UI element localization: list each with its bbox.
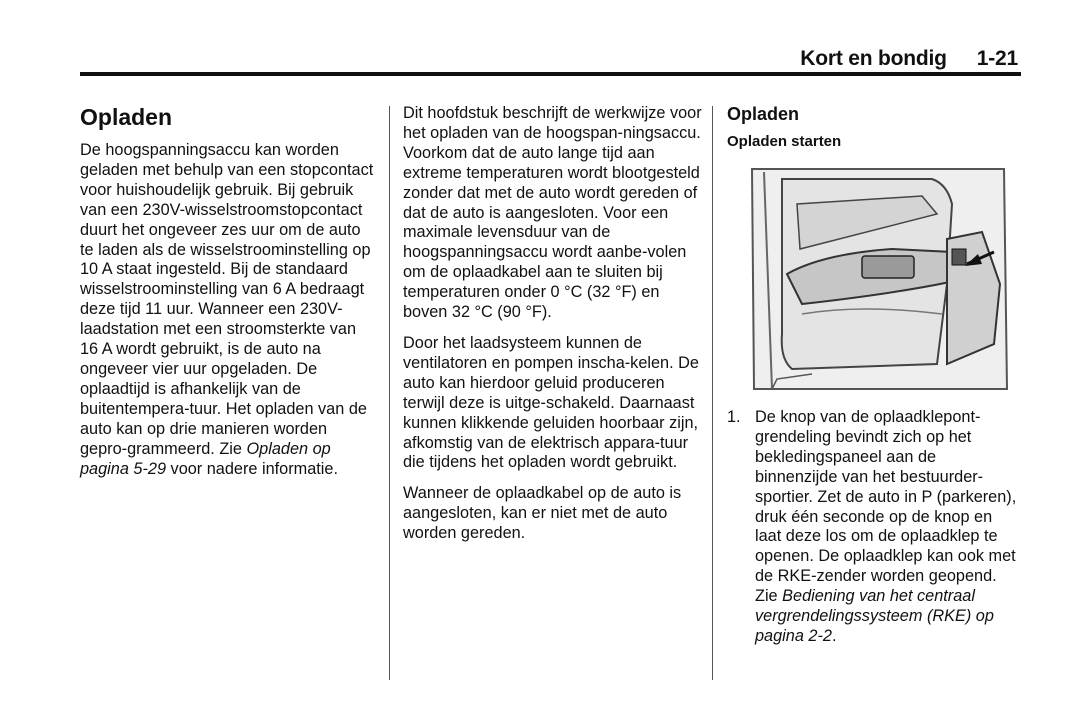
column-divider — [712, 106, 713, 680]
sub-subsection-heading: Opladen starten — [727, 133, 842, 150]
body-paragraph: Wanneer de oplaadkabel op de auto is aangesloten, kan er niet met de auto worden gereden. — [403, 484, 682, 543]
header-rule — [80, 72, 1021, 76]
section-title: Kort en bondig — [800, 47, 947, 70]
right-column — [727, 104, 1021, 647]
section-heading: Opladen — [80, 104, 173, 130]
step-item — [727, 408, 1021, 647]
body-paragraph: Dit hoofdstuk beschrijft de werkwijze voor het opladen van de hoogspan-ningsaccu. Voorkom dat de auto lange tijd aan extreme temperaturen wordt blootgesteld zonder dat met de auto wordt gereden of dat de auto is aangesloten. Voor een maximale levensduur van de hoogspanningsaccu wordt aanbe-volen om de oplaadkabel aan te sluiten bij temperaturen onder 0 °C (32 °F) en boven 32 °C (90 °F). — [403, 104, 702, 322]
middle-column — [403, 104, 703, 555]
cross-reference[interactable]: Opladen op pagina 5-29 — [80, 439, 331, 478]
step-number: 1. — [727, 408, 741, 426]
body-paragraph: De hoogspanningsaccu kan worden geladen met behulp van een stopcontact voor huishoudelijk gebruik. Bij gebruik van een 230V-wisselstroomstopcontact duurt het ongeveer zes uur om de auto te laden als de wisselstroominstelling op 10 A staat ingesteld. Bij de standaard wisselstroominstelling van 6 A bedraagt deze tijd 11 uur. Wanneer een 230V-laadstation met een stroomsterkte van 16 A wordt gebruikt, is de auto na ongeveer vier uur opgeladen. De oplaadtijd is afhankelijk van de buitentempera-tuur. Het opladen van de auto kan op drie manieren worden gepro-grammeerd. Zie Opladen op pagina 5-29 voor nadere informatie. — [80, 141, 374, 478]
body-paragraph: Door het laadsysteem kunnen de ventilatoren en pompen inscha-kelen. De auto kan hierdoor geluid produceren terwijl deze is uitge-schakeld. Daarnaast kunnen klikkende geluiden hoorbaar zijn, afkomstig van de elektrisch appara-tuur die tijdens het opladen wordt gebruikt. — [403, 333, 699, 472]
page-number: 1-21 — [976, 47, 1018, 70]
left-column — [80, 104, 378, 487]
door-panel-illustration — [742, 164, 1016, 394]
step-text: De knop van de oplaadklepont-grendeling bevindt zich op het bekledingspaneel aan de binnenzijde van het bestuurder-sportier. Zet de auto in P (parkeren), druk één seconde op de knop en laat deze los om de oplaadklep te openen. De oplaadklep kan ook met de RKE-zender worden geopend. Zie Bediening van het centraal vergrendelingssysteem (RKE) op pagina 2-2. — [755, 408, 1017, 645]
cross-reference[interactable]: Bediening van het centraal vergrendelingssysteem (RKE) op pagina 2-2 — [755, 587, 994, 645]
running-header — [800, 47, 1018, 71]
column-divider — [389, 106, 390, 680]
subsection-heading: Opladen — [727, 104, 800, 124]
